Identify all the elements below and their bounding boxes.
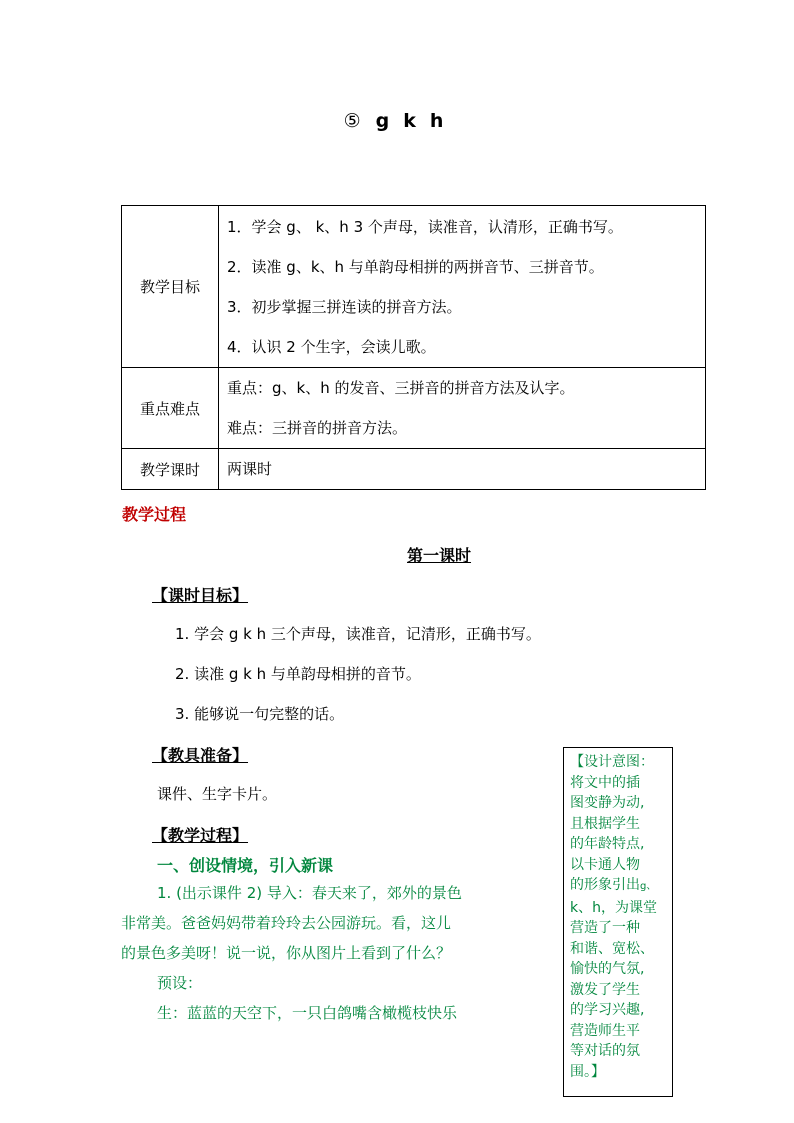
note-line: 愉快的气氛, [570,961,645,977]
procedure-line: 预设： [157,974,203,992]
objective-item: 2. 读准 g k h 与单韵母相拼的音节。 [175,665,421,683]
key-point-line: 重点：g、k、h 的发音、三拼音的拼音方法及认字。 [227,379,575,397]
note-line: k、h，为课堂 [570,899,657,916]
procedure-line: 非常美。爸爸妈妈带着玲玲去公园游玩。看，这儿 [121,914,452,932]
goal-line: 4．认识 2 个生字，会读儿歌。 [227,337,436,356]
note-line: 将文中的插 [570,774,640,791]
note-line: 且根据学生 [570,815,640,832]
note-line: 【设计意图： [570,754,654,770]
materials-heading: 【教具准备】 [152,746,249,765]
objective-item: 1. 学会 g k h 三个声母，读准音，记清形，正确书写。 [175,625,541,643]
periods-value: 两课时 [227,460,273,478]
periods-body [219,449,706,490]
procedure-heading: 【教学过程】 [152,826,249,845]
key-points-body [219,368,706,449]
note-line: 和谐、宽松、 [570,940,654,957]
objective-item: 3. 能够说一句完整的话。 [175,705,345,723]
procedure-line: 1. (出示课件 2) 导入：春天来了，郊外的景色 [157,884,462,902]
note-line: 围。】 [570,1063,605,1080]
periods-head: 教学课时 [122,449,219,490]
goal-line: 3．初步掌握三拼连读的拼音方法。 [227,297,462,316]
note-inline-small: g、 [640,881,657,892]
note-line: 的形象引出g、 [570,877,657,893]
page-title [0,110,794,132]
note-line: 以卡通人物 [570,856,640,873]
process-heading: 教学过程 [122,505,187,524]
title-letter-k: k [403,110,416,132]
lesson-number: ⑤ [343,110,361,132]
key-point-line: 难点：三拼音的拼音方法。 [227,419,408,437]
goal-line: 2．读准 g、k、h 与单韵母相拼的两拼音节、三拼音节。 [227,257,604,276]
note-line: 的年龄特点, [570,836,645,852]
materials-text: 课件、生字卡片。 [157,785,278,803]
note-line: 图变静为动, [570,795,645,811]
title-letter-g: g [375,110,390,132]
step-heading: 一、创设情境，引入新课 [157,856,334,875]
note-line: 等对话的氛 [570,1043,640,1059]
key-points-head: 重点难点 [122,368,219,449]
goals-head: 教学目标 [122,206,219,368]
procedure-line: 生：蓝蓝的天空下，一只白鸽嘴含橄榄枝快乐 [157,1004,458,1022]
objectives-heading: 【课时目标】 [152,586,249,605]
design-note [563,747,673,1097]
procedure-line: 的景色多美呀！说一说，你从图片上看到了什么？ [121,944,452,962]
lesson-title: 第一课时 [407,546,472,565]
note-line: 营造师生平 [570,1022,640,1039]
note-line: 营造了一种 [570,920,640,936]
note-line: 的学习兴趣, [570,1002,645,1018]
goals-table [121,205,706,490]
note-line: 激发了学生 [570,981,640,998]
title-letter-h: h [429,110,444,132]
goal-line: 1．学会 g、 k、h 3 个声母，读准音，认清形，正确书写。 [227,217,623,236]
goals-body [219,206,706,368]
